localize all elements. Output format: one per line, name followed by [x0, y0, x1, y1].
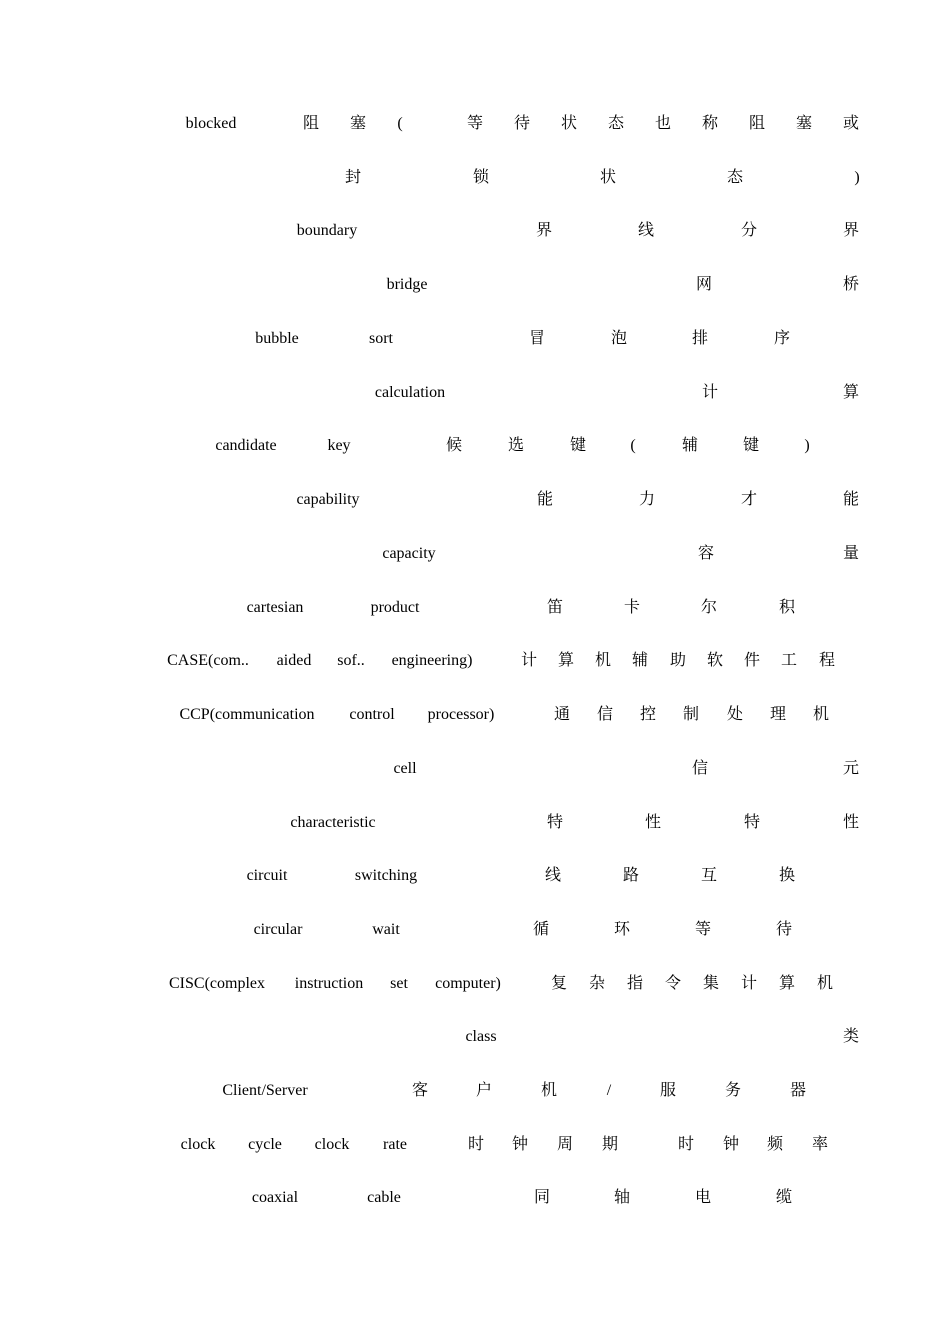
term-word: cable [367, 1189, 401, 1206]
term-word: product [370, 599, 420, 616]
translation-char: 钟 [511, 1136, 529, 1153]
term-word: rate [383, 1136, 407, 1153]
translation-char: 助 [669, 652, 687, 669]
term-word: clock [180, 1136, 216, 1153]
translation-char: 机 [540, 1082, 558, 1099]
glossary-entry-coaxial-cable [0, 1186, 950, 1210]
term-word: blocked [185, 115, 237, 132]
term-word: clock [314, 1136, 350, 1153]
glossary-entry-client-server [0, 1079, 950, 1103]
translation-char: 锁 [472, 169, 490, 186]
translation-char: 卡 [623, 599, 641, 616]
translation-char: 分 [740, 222, 758, 239]
translation-char: 力 [638, 491, 656, 508]
translation-char: 辅 [681, 437, 699, 454]
translation-char: 也 [654, 115, 672, 132]
glossary-entry-clock [0, 1133, 950, 1157]
translation-char: 处 [726, 706, 744, 723]
translation-char: 令 [664, 975, 682, 992]
term-word: cell [393, 760, 417, 777]
translation-char: 服 [659, 1082, 677, 1099]
glossary-entry-cartesian-product [0, 596, 950, 620]
translation-char: 率 [811, 1136, 829, 1153]
translation-char: ( [630, 437, 636, 454]
term-word: switching [354, 867, 418, 884]
term-word: sof.. [337, 652, 365, 669]
translation-char: 冒 [528, 330, 546, 347]
translation-char: 信 [691, 760, 709, 777]
translation-char: 才 [740, 491, 758, 508]
glossary-entry-capability [0, 488, 950, 512]
term-word: cartesian [246, 599, 304, 616]
glossary-entry-candidate-key [0, 434, 950, 458]
glossary-entry-bridge [0, 273, 950, 297]
translation-char: 能 [536, 491, 554, 508]
term-word: coaxial [251, 1189, 299, 1206]
translation-char: 性 [644, 814, 662, 831]
term-word: characteristic [290, 814, 376, 831]
term-word: aided [276, 652, 312, 669]
translation-char: 缆 [775, 1189, 793, 1206]
translation-char: 路 [622, 867, 640, 884]
translation-char: 称 [701, 115, 719, 132]
glossary-entry-boundary [0, 219, 950, 243]
glossary-entry-ccp [0, 703, 950, 727]
term-word: wait [372, 921, 400, 938]
translation-char: 塞 [795, 115, 813, 132]
translation-char: 键 [569, 437, 587, 454]
term-word: CCP(communication [179, 706, 315, 723]
translation-char: 算 [557, 652, 575, 669]
glossary-entry-case [0, 649, 950, 673]
translation-char: 尔 [700, 599, 718, 616]
translation-char: 杂 [588, 975, 606, 992]
translation-char: 复 [550, 975, 568, 992]
translation-char: 通 [553, 706, 571, 723]
translation-char: 类 [842, 1028, 860, 1045]
term-word: sort [369, 330, 393, 347]
term-word: CISC(complex [169, 975, 265, 992]
translation-char: ( [397, 115, 403, 132]
translation-char: 集 [702, 975, 720, 992]
translation-char: 特 [743, 814, 761, 831]
term-word: candidate [215, 437, 277, 454]
term-word: processor) [427, 706, 495, 723]
glossary-entry-characteristic [0, 811, 950, 835]
translation-char: 互 [700, 867, 718, 884]
translation-char: 循 [532, 921, 550, 938]
glossary-entry-circular-wait [0, 918, 950, 942]
translation-char: 特 [546, 814, 564, 831]
term-word: capability [296, 491, 360, 508]
term-word: computer) [435, 975, 501, 992]
translation-char: 指 [626, 975, 644, 992]
term-word: CASE(com.. [167, 652, 249, 669]
term-word: set [390, 975, 408, 992]
translation-char: 封 [344, 169, 362, 186]
translation-char: 控 [639, 706, 657, 723]
translation-char: 周 [556, 1136, 574, 1153]
translation-char: 积 [778, 599, 796, 616]
translation-char: 量 [842, 545, 860, 562]
term-word: calculation [374, 384, 446, 401]
translation-char: 塞 [349, 115, 367, 132]
glossary-entry-blocked-continued [0, 166, 950, 190]
translation-char: 待 [513, 115, 531, 132]
term-word: control [349, 706, 395, 723]
translation-char: 算 [842, 384, 860, 401]
glossary-entry-cisc [0, 972, 950, 996]
translation-char: 机 [594, 652, 612, 669]
translation-char: / [606, 1082, 612, 1099]
translation-char: 制 [682, 706, 700, 723]
translation-char: 笛 [546, 599, 564, 616]
term-word: boundary [296, 222, 358, 239]
translation-char: 计 [701, 384, 719, 401]
translation-char: 器 [789, 1082, 807, 1099]
translation-char: 时 [467, 1136, 485, 1153]
translation-char: 序 [773, 330, 791, 347]
translation-char: 理 [769, 706, 787, 723]
translation-char: 状 [599, 169, 617, 186]
translation-char: 容 [697, 545, 715, 562]
translation-char: 钟 [722, 1136, 740, 1153]
translation-char: 待 [775, 921, 793, 938]
glossary-entry-blocked [0, 112, 950, 136]
term-word: circuit [246, 867, 288, 884]
glossary-entry-calculation [0, 381, 950, 405]
translation-char: 信 [596, 706, 614, 723]
translation-char: 态 [726, 169, 744, 186]
glossary-entry-capacity [0, 542, 950, 566]
term-word: Client/Server [222, 1082, 308, 1099]
term-word: engineering) [391, 652, 473, 669]
translation-char: 频 [766, 1136, 784, 1153]
glossary-entry-bubble-sort [0, 327, 950, 351]
translation-char: 件 [743, 652, 761, 669]
translation-char: 选 [507, 437, 525, 454]
glossary-entry-class [0, 1025, 950, 1049]
translation-char: ) [854, 169, 860, 186]
translation-char: 键 [742, 437, 760, 454]
translation-char: 状 [560, 115, 578, 132]
translation-char: 网 [695, 276, 713, 293]
term-word: cycle [248, 1136, 282, 1153]
translation-char: 软 [706, 652, 724, 669]
translation-char: 期 [601, 1136, 619, 1153]
translation-char: 换 [778, 867, 796, 884]
translation-char: 机 [812, 706, 830, 723]
translation-char: 轴 [613, 1189, 631, 1206]
translation-char: 计 [520, 652, 538, 669]
translation-char: 客 [411, 1082, 429, 1099]
translation-char: 元 [842, 760, 860, 777]
translation-char: 算 [778, 975, 796, 992]
term-word: class [465, 1028, 497, 1045]
glossary-entry-cell [0, 757, 950, 781]
translation-char: 泡 [610, 330, 628, 347]
translation-char: 程 [818, 652, 836, 669]
term-word: bridge [386, 276, 428, 293]
term-word: key [327, 437, 351, 454]
translation-char: 户 [475, 1082, 493, 1099]
term-word: instruction [294, 975, 364, 992]
term-word: bubble [255, 330, 299, 347]
translation-char: 时 [677, 1136, 695, 1153]
translation-char: 线 [637, 222, 655, 239]
translation-char: 阻 [748, 115, 766, 132]
translation-char: 能 [842, 491, 860, 508]
translation-char: 计 [740, 975, 758, 992]
translation-char: 等 [466, 115, 484, 132]
translation-char: 线 [544, 867, 562, 884]
translation-char: ) [804, 437, 810, 454]
translation-char: 桥 [842, 276, 860, 293]
translation-char: 同 [533, 1189, 551, 1206]
translation-char: 辅 [631, 652, 649, 669]
translation-char: 界 [535, 222, 553, 239]
translation-char: 或 [842, 115, 860, 132]
term-word: circular [253, 921, 303, 938]
translation-char: 态 [607, 115, 625, 132]
translation-char: 电 [694, 1189, 712, 1206]
translation-char: 界 [842, 222, 860, 239]
glossary-entry-circuit-switching [0, 864, 950, 888]
translation-char: 排 [691, 330, 709, 347]
term-word: capacity [382, 545, 436, 562]
translation-char: 性 [842, 814, 860, 831]
translation-char: 等 [694, 921, 712, 938]
translation-char: 候 [445, 437, 463, 454]
translation-char: 环 [613, 921, 631, 938]
translation-char: 工 [780, 652, 798, 669]
translation-char: 机 [816, 975, 834, 992]
translation-char: 阻 [302, 115, 320, 132]
translation-char: 务 [724, 1082, 742, 1099]
